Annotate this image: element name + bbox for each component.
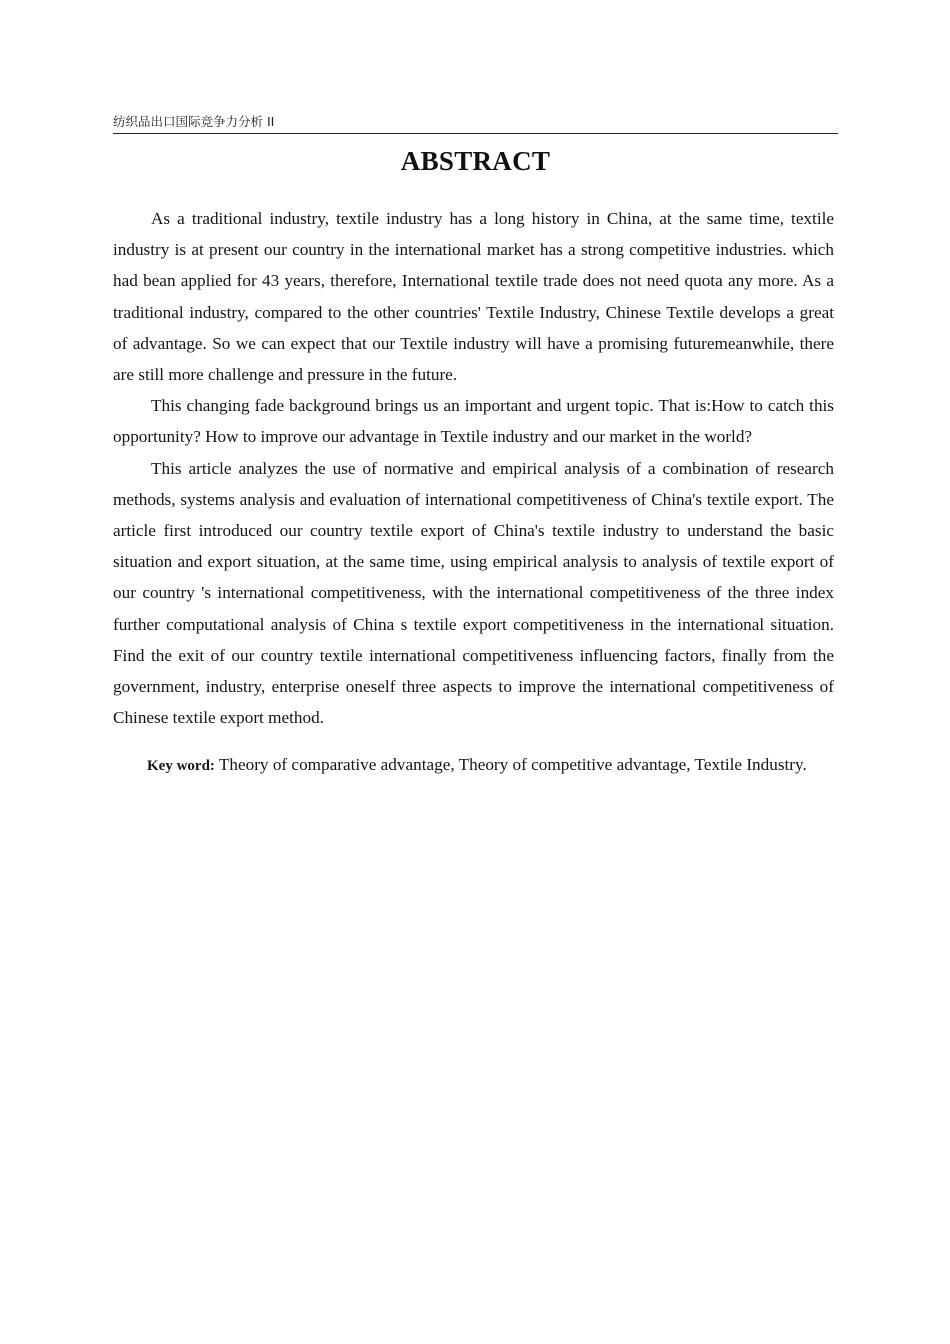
- abstract-title: ABSTRACT: [400, 146, 551, 176]
- keywords-label: Key word:: [147, 758, 215, 775]
- running-header: 纺织品出口国际竞争力分析 II: [113, 113, 838, 134]
- keywords-text: Theory of comparative advantage, Theory of competitive advantage, Textile Industry.: [214, 755, 807, 775]
- abstract-paragraph-3: This article analyzes the use of normative and empirical analysis of a combination of research methods, systems analysis and evaluation of international competitiveness of China's textile export. The article first introduced our country textile export of China's textile industry to understand the basic situation and export situation, at the same time, using empirical analysis to analysis of textile export of our country 's international competitiveness, with the international competitiveness of the three index further computational analysis of China s textile export competitiveness in the international situation. Find the exit of our country textile international competitiveness influencing factors, finally from the government, industry, enterprise oneself three aspects to improve the international competitiveness of Chinese textile export method.: [113, 458, 834, 728]
- abstract-body: [113, 203, 834, 783]
- keywords-line: [113, 749, 834, 782]
- abstract-paragraph-2: This changing fade background brings us an important and urgent topic. That is:How to catch this opportunity? How to improve our advantage in Textile industry and our market in the world?: [113, 396, 834, 447]
- abstract-paragraph-1: As a traditional industry, textile industry has a long history in China, at the same time, textile industry is at present our country in the international market has a strong competitive industries. which had bean applied for 43 years, therefore, International textile trade does not need quota any more. As a traditional industry, compared to the other countries' Textile Industry, Chinese Textile develops a great of advantage. So we can expect that our Textile industry will have a promising futuremeanwhile, there are still more challenge and pressure in the future.: [113, 209, 834, 385]
